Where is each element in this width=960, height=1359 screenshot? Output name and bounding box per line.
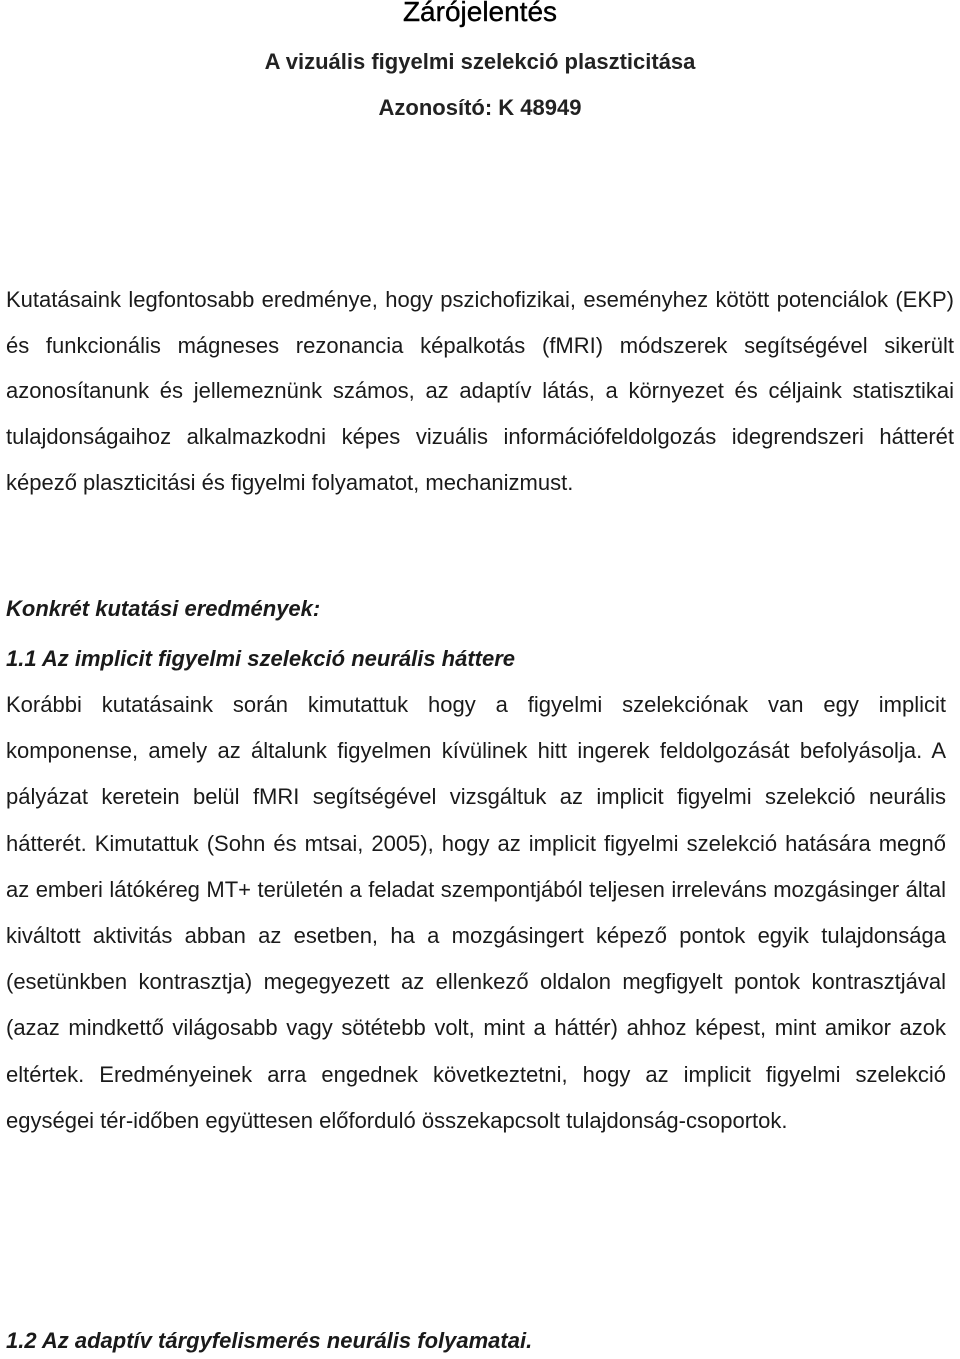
section-1-1-heading: 1.1 Az implicit figyelmi szelekció neurális háttere: [6, 646, 516, 671]
document-subtitle: A vizuális figyelmi szelekció plaszticitása: [264, 49, 696, 74]
section-heading-results: Konkrét kutatási eredmények:: [6, 596, 321, 621]
document-identifier: Azonosító: K 48949: [378, 95, 582, 120]
section-1-2-heading: 1.2 Az adaptív tárgyfelismerés neurális folyamatai.: [6, 1328, 533, 1353]
document-title: Zárójelentés: [402, 0, 558, 27]
section-1-1-paragraph: Korábbi kutatásaink során kimutattuk hogy a figyelmi szelekciónak van egy implicit komponense, amely az általunk figyelmen kívülinek hitt ingerek feldolgozását befolyásolja. A pályázat keretein belül fMRI segítségével vizsgáltuk az implicit figyelmi szelekció neurális hátterét. Kimutattuk (Sohn és mtsai, 2005), hogy az implicit figyelmi szelekció hatására megnő az emberi látókéreg MT+ területén a feladat szempontjából teljesen irreleváns mozgásinger által kiváltott aktivitás abban az esetben, ha a mozgásingert képező pontok egyik tulajdonsága (esetünkben kontrasztja) megegyezett az ellenkező oldalon megfigyelt pontok kontrasztjával (azaz mindkettő világosabb vagy sötétebb volt, mint a háttér) ahhoz képest, mint amikor azok eltértek. Eredményeinek arra engednek következtetni, hogy az implicit figyelmi szelekció egységei tér-időben együttesen előforduló összekapcsolt tulajdonság-csoportok.: [6, 692, 946, 1133]
intro-paragraph: Kutatásaink legfontosabb eredménye, hogy pszichofizikai, eseményhez kötött potenciálok (EKP) és funkcionális mágneses rezonancia képalkotás (fMRI) módszerek segítségével sikerült azonosítanunk és jellemeznünk számos, az adaptív látás, a környezet és céljaink statisztikai tulajdonságaihoz alkalmazkodni képes vizuális információfeldolgozás idegrendszeri hátterét képező plaszticitási és figyelmi folyamatot, mechanizmust.: [6, 287, 954, 495]
